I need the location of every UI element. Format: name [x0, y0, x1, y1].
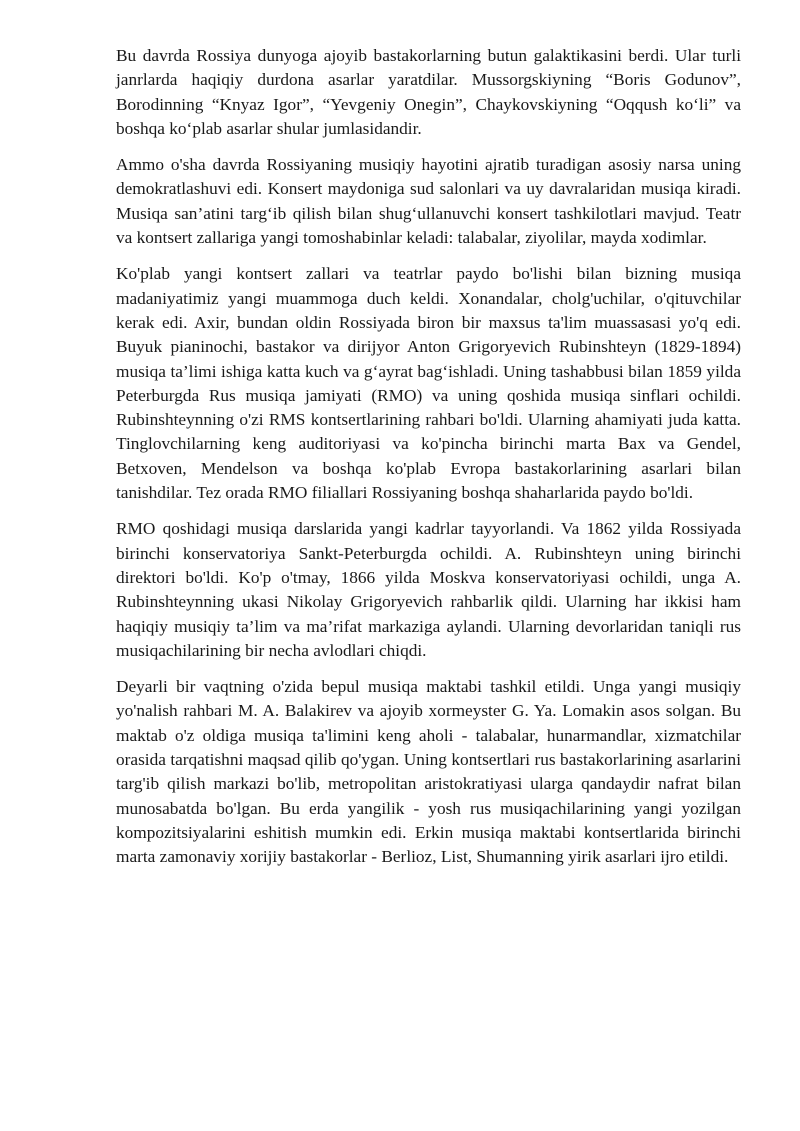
- paragraph-3: Ko'plab yangi kontsert zallari va teatrlar paydo bo'lishi bilan bizning musiqa madaniyatimiz yangi muammoga duch keldi. Xonandalar, cholg'uchilar, o'qituvchilar kerak edi. Axir, bundan oldin Rossiyada biron bir maxsus ta'lim muassasasi yo'q edi. Buyuk pianinochi, bastakor va dirijyor Anton Grigoryevich Rubinshteyn (1829-1894) musiqa ta’limi ishiga katta kuch va g‘ayrat bag‘ishladi. Uning tashabbusi bilan 1859 yilda Peterburgda Rus musiqa jamiyati (RMO) va uning qoshida musiqa sinflari ochildi. Rubinshteynning o'zi RMS kontsertlarining rahbari bo'ldi. Ularning ahamiyati juda katta. Tinglovchilarning keng auditoriyasi va ko'pincha birinchi marta Bax va Gendel, Betxoven, Mendelson va boshqa ko'plab Evropa bastakorlarining asarlari bilan tanishdilar. Tez orada RMO filiallari Rossiyaning boshqa shaharlarida paydo bo'ldi.: [116, 264, 741, 503]
- document-page: [116, 44, 741, 882]
- paragraph-5: Deyarli bir vaqtning o'zida bepul musiqa maktabi tashkil etildi. Unga yangi musiqiy yo'nalish rahbari M. A. Balakirev va ajoyib xormeyster G. Ya. Lomakin asos solgan. Bu maktab o'z oldiga musiqa ta'limini keng aholi - talabalar, hunarmandlar, xizmatchilar orasida tarqatishni maqsad qilib qo'ygan. Uning kontsertlari rus bastakorlarining asarlarini targ'ib qilish markazi bo'lib, metropolitan aristokratiyasi ularga qandaydir nafrat bilan munosabatda bo'lgan. Bu erda yangilik - yosh rus musiqachilarining yangi yozilgan kompozitsiyalarini eshitish mumkin edi. Erkin musiqa maktabi kontsertlarida birinchi marta zamonaviy xorijiy bastakorlar - Berlioz, List, Shumanning yirik asarlari ijro etildi.: [116, 677, 741, 867]
- paragraph-1: Bu davrda Rossiya dunyoga ajoyib bastakorlarning butun galaktikasini berdi. Ular turli janrlarda haqiqiy durdona asarlar yaratdilar. Mussorgskiyning “Boris Godunov”, Borodinning “Knyaz Igor”, “Yevgeniy Onegin”, Chaykovskiyning “Oqqush ko‘li” va boshqa ko‘plab asarlar shular jumlasidandir.: [116, 46, 741, 138]
- paragraph-2: Ammo o'sha davrda Rossiyaning musiqiy hayotini ajratib turadigan asosiy narsa uning demokratlashuvi edi. Konsert maydoniga sud salonlari va uy davralaridan musiqa kiradi. Musiqa san’atini targ‘ib qilish bilan shug‘ullanuvchi konsert tashkilotlari mavjud. Teatr va kontsert zallariga yangi tomoshabinlar keladi: talabalar, ziyolilar, mayda xodimlar.: [116, 155, 741, 248]
- paragraph-4: RMO qoshidagi musiqa darslarida yangi kadrlar tayyorlandi. Va 1862 yilda Rossiyada birinchi konservatoriya Sankt-Peterburgda ochildi. A. Rubinshteyn uning birinchi direktori bo'ldi. Ko'p o'tmay, 1866 yilda Moskva konservatoriyasi ochildi, unga A. Rubinshteynning ukasi Nikolay Grigoryevich rahbarlik qildi. Ularning har ikkisi ham haqiqiy musiqiy ta’lim va ma’rifat markaziga aylandi. Ularning devorlaridan taniqli rus musiqachilarining bir necha avlodlari chiqdi.: [116, 519, 741, 660]
